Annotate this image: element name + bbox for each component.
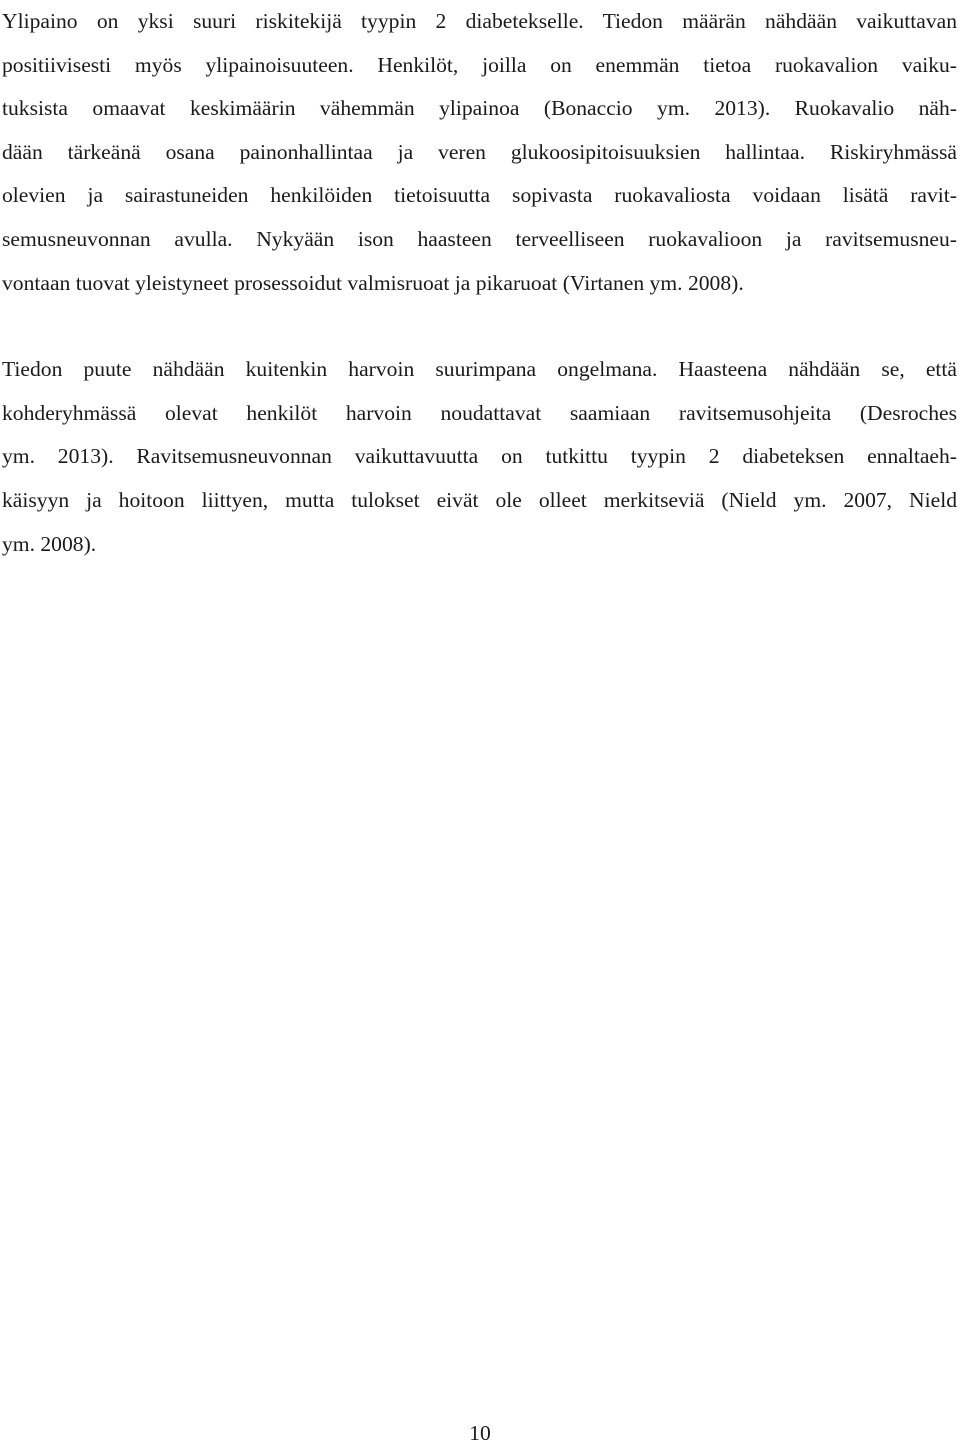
text-line: Ylipaino on yksi suuri riskitekijä tyypin 2 diabetekselle. Tiedon määrän nähdään vaikuttavan [2,9,957,33]
text-line: tuksista omaavat keskimäärin vähemmän ylipainoa (Bonaccio ym. 2013). Ruokavalio näh- [2,96,957,121]
text-line: dään tärkeänä osana painonhallintaa ja veren glukoosipitoisuuksien hallintaa. Riskiryhmässä [2,139,957,164]
text-line: käisyyn ja hoitoon liittyen, mutta tulokset eivät ole olleet merkitseviä (Nield ym. 2007, Nield [2,487,957,512]
text-line: Tiedon puute nähdään kuitenkin harvoin suurimpana ongelmana. Haasteena nähdään se, että [2,357,957,382]
page-number: 10 [469,1421,491,1445]
text-line: olevien ja sairastuneiden henkilöiden tietoisuutta sopivasta ruokavaliosta voidaan lisätä ravit- [2,183,957,208]
text-line: vontaan tuovat yleistyneet prosessoidut valmisruoat ja pikaruoat (Virtanen ym. 2008). [2,270,744,295]
paragraph-spacer [2,305,957,348]
text-line: semusneuvonnan avulla. Nykyään ison haasteen terveelliseen ruokavalioon ja ravitsemusneu- [2,226,957,251]
paragraph-2 [2,348,957,566]
paragraph-1 [2,0,957,305]
text-line: positiivisesti myös ylipainoisuuteen. Henkilöt, joilla on enemmän tietoa ruokavalion vaiku- [2,52,957,77]
text-line: ym. 2008). [2,531,97,556]
text-line: ym. 2013). Ravitsemusneuvonnan vaikuttavuutta on tutkittu tyypin 2 diabeteksen ennaltaeh- [2,444,957,469]
body-text [2,0,957,566]
text-line: kohderyhmässä olevat henkilöt harvoin noudattavat saamiaan ravitsemusohjeita (Desroches [2,400,957,425]
